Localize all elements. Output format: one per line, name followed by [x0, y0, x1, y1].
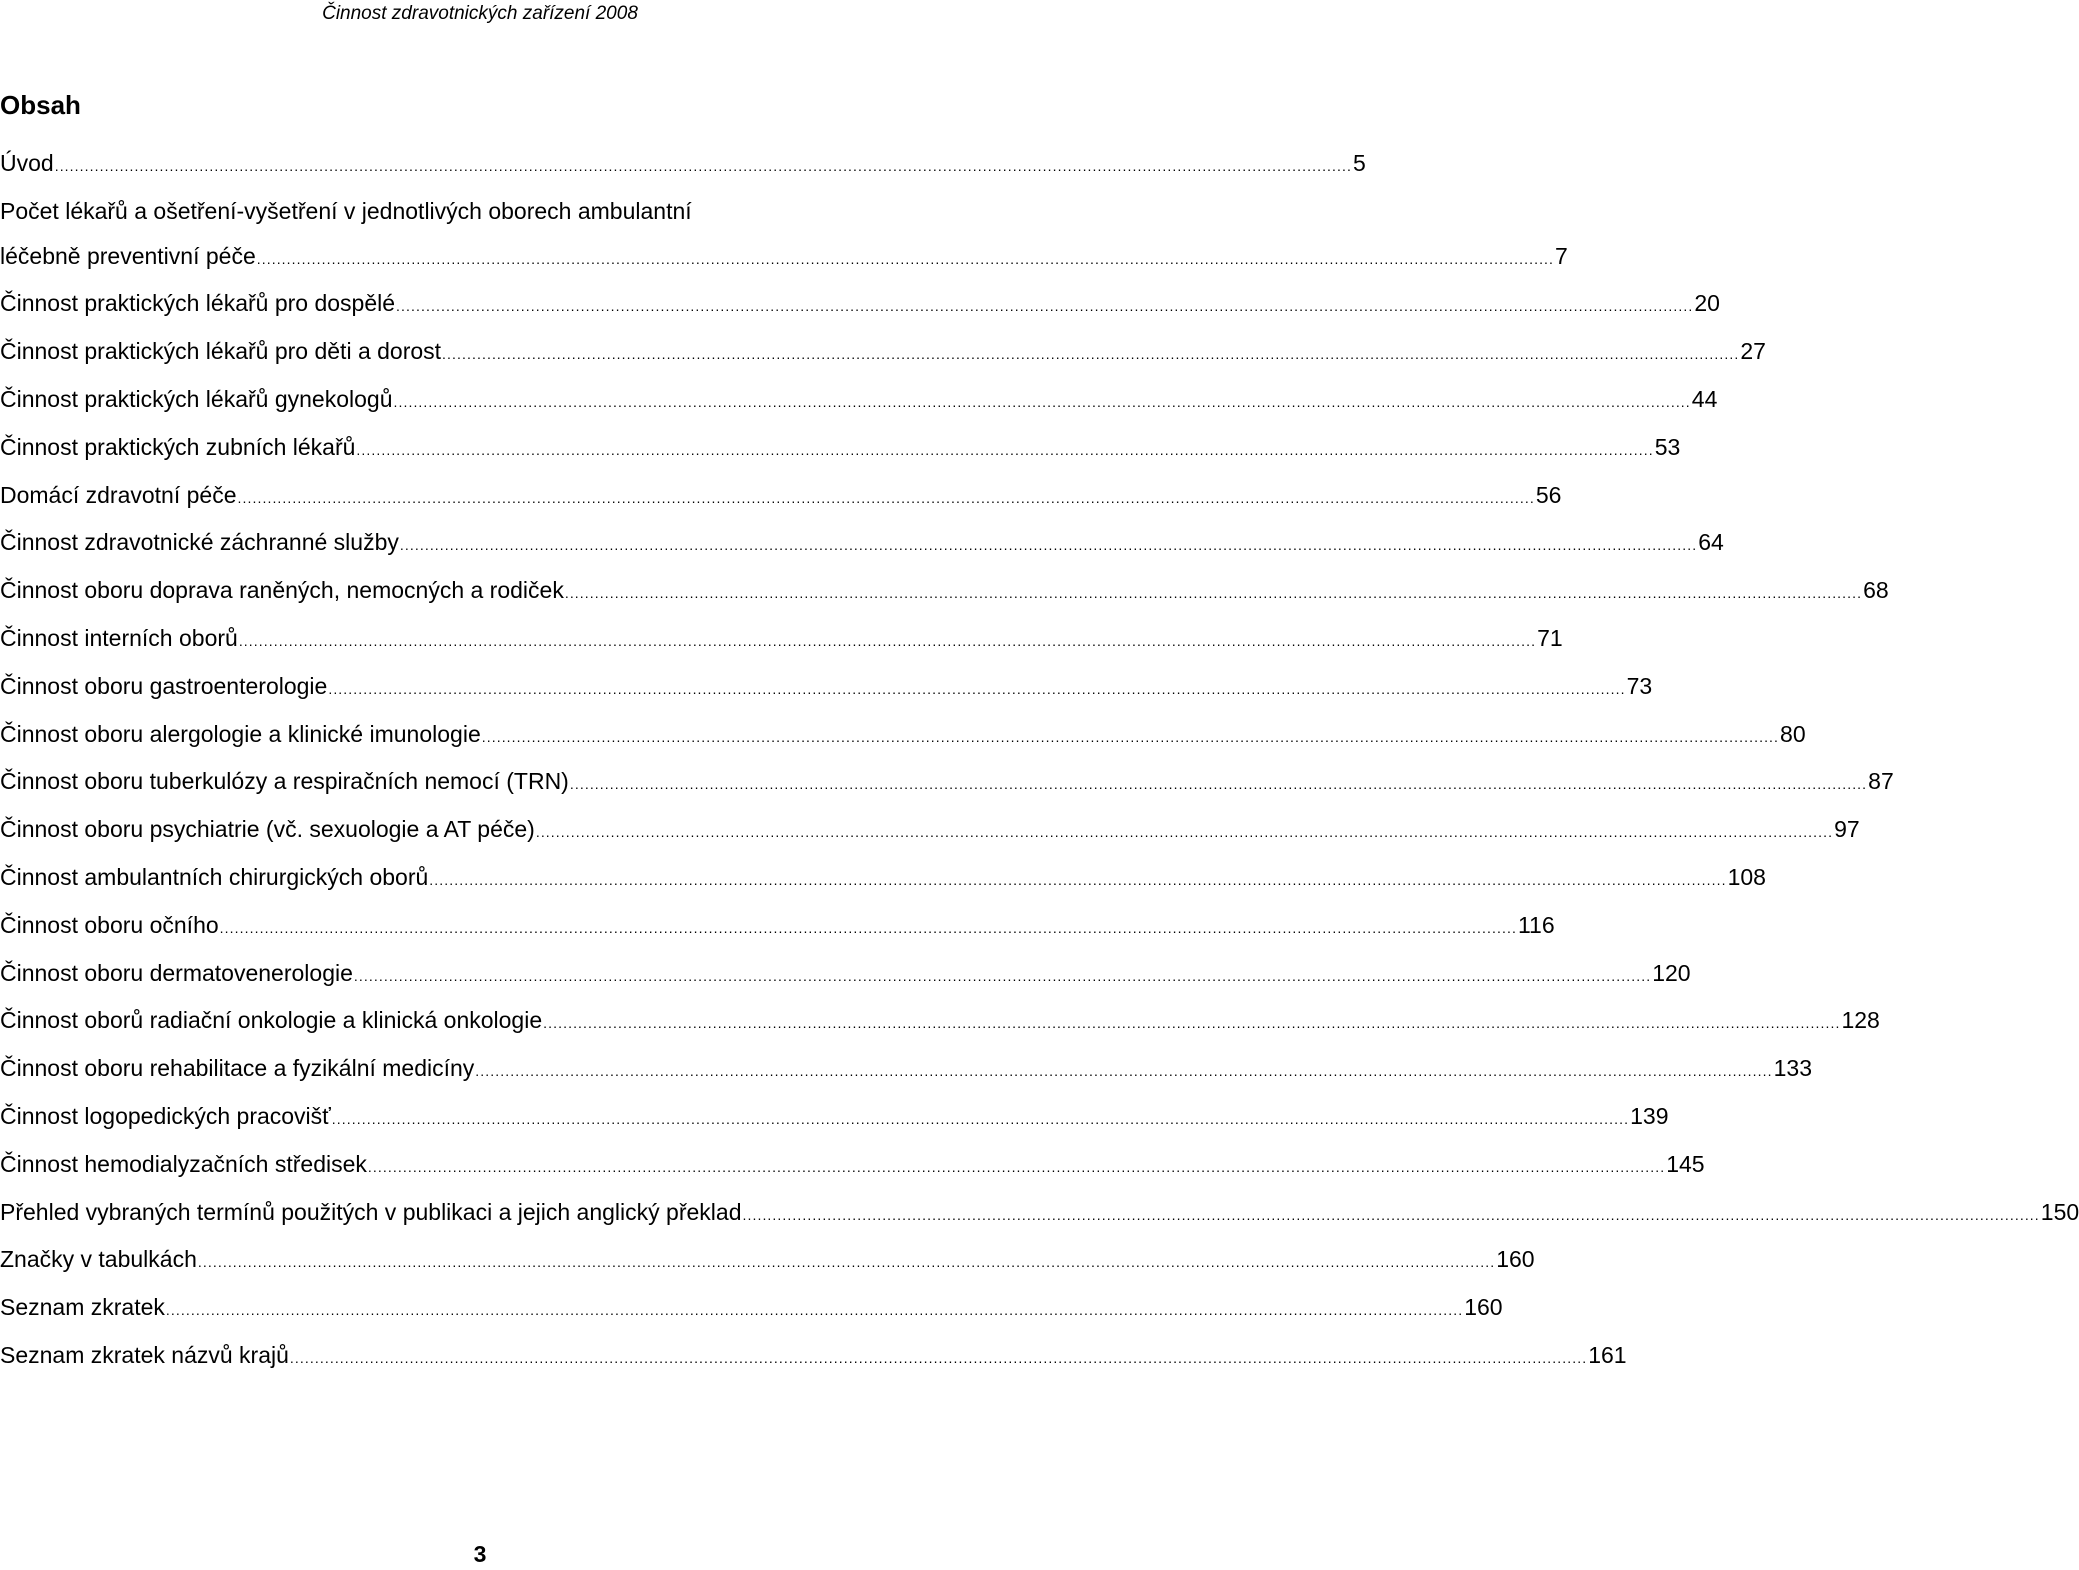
- toc-entry-title: Domácí zdravotní péče: [0, 481, 237, 508]
- dot-leader: ....................................................................................................................................................................................................................................................................: [237, 489, 1535, 506]
- dot-leader: ....................................................................................................................................................................................................................................................................: [197, 1254, 1496, 1271]
- toc-entry-page: 71: [1537, 624, 1563, 651]
- dot-leader: ....................................................................................................................................................................................................................................................................: [399, 537, 1698, 554]
- toc-entry-title: Činnost ambulantních chirurgických oborů: [0, 863, 429, 890]
- dot-leader: ....................................................................................................................................................................................................................................................................: [442, 346, 1740, 363]
- toc-entry-page: 5: [1353, 150, 1366, 176]
- toc-entry-page: 120: [1652, 959, 1691, 986]
- toc-entry[interactable]: [0, 664, 1653, 712]
- toc-entry-title: Činnost praktických lékařů pro dospělé: [0, 290, 396, 317]
- dot-leader: ....................................................................................................................................................................................................................................................................: [256, 250, 1555, 267]
- toc-entry[interactable]: [0, 141, 1366, 189]
- toc-entry[interactable]: [0, 329, 1766, 377]
- toc-entry-page: 133: [1773, 1055, 1812, 1082]
- toc-entry-title: Činnost oborů radiační onkologie a klinická onkologie: [0, 1007, 543, 1034]
- toc-entry-title: Činnost oboru doprava raněných, nemocných a rodiček: [0, 577, 564, 604]
- toc-entry[interactable]: [0, 1285, 1503, 1333]
- dot-leader: ....................................................................................................................................................................................................................................................................: [475, 1063, 1773, 1080]
- toc-entry-title: Činnost oboru alergologie a klinické imunologie: [0, 720, 481, 747]
- dot-leader: ....................................................................................................................................................................................................................................................................: [429, 871, 1727, 888]
- toc-entry[interactable]: [0, 616, 1563, 664]
- toc-entry-title: Činnost praktických lékařů gynekologů: [0, 385, 393, 412]
- dot-leader: ....................................................................................................................................................................................................................................................................: [543, 1015, 1841, 1032]
- toc-entry[interactable]: [0, 759, 1894, 807]
- toc-entry-page: 139: [1630, 1102, 1669, 1129]
- toc-entry[interactable]: [0, 807, 1860, 855]
- dot-leader: ....................................................................................................................................................................................................................................................................: [219, 919, 1517, 936]
- table-of-contents: [0, 141, 2079, 1381]
- toc-entry-title: Činnost oboru dermatovenerologie: [0, 959, 353, 986]
- toc-entry-title: Značky v tabulkách: [0, 1246, 197, 1273]
- toc-entry-page: 160: [1496, 1246, 1535, 1273]
- dot-leader: ....................................................................................................................................................................................................................................................................: [328, 680, 1626, 697]
- toc-entry[interactable]: [0, 855, 1766, 903]
- toc-entry-page: 7: [1555, 242, 1568, 269]
- toc-entry-page: 145: [1666, 1150, 1705, 1177]
- dot-leader: ....................................................................................................................................................................................................................................................................: [569, 776, 1868, 793]
- toc-entry-title: Úvod: [0, 150, 54, 176]
- toc-entry-page: 97: [1834, 816, 1860, 843]
- dot-leader: ....................................................................................................................................................................................................................................................................: [353, 967, 1652, 984]
- running-header: Činnost zdravotnických zařízení 2008: [322, 3, 638, 24]
- toc-entry-page: 44: [1691, 385, 1718, 412]
- toc-entry-title: Činnost praktických lékařů pro děti a dorost: [0, 338, 442, 365]
- toc-entry-title: Činnost oboru očního: [0, 911, 219, 938]
- toc-entry[interactable]: [0, 1237, 1535, 1285]
- toc-entry-page: 27: [1740, 338, 1766, 365]
- toc-entry-title: Činnost oboru tuberkulózy a respiračních nemocí (TRN): [0, 768, 569, 795]
- dot-leader: ....................................................................................................................................................................................................................................................................: [393, 393, 1691, 410]
- dot-leader: ....................................................................................................................................................................................................................................................................: [165, 1302, 1464, 1319]
- toc-entry-page: 116: [1517, 911, 1555, 938]
- toc-entry-page: 64: [1698, 529, 1724, 556]
- toc-entry-page: 68: [1863, 577, 1889, 604]
- dot-leader: ....................................................................................................................................................................................................................................................................: [564, 585, 1863, 602]
- toc-entry-page: 161: [1588, 1341, 1627, 1368]
- dot-leader: ....................................................................................................................................................................................................................................................................: [289, 1349, 1588, 1366]
- toc-entry-title: Činnost hemodialyzačních středisek: [0, 1150, 367, 1177]
- toc-entry[interactable]: [0, 473, 1562, 521]
- dot-leader: ....................................................................................................................................................................................................................................................................: [481, 728, 1780, 745]
- toc-entry-page: 20: [1694, 290, 1720, 317]
- toc-entry[interactable]: [0, 568, 1889, 616]
- dot-leader: ....................................................................................................................................................................................................................................................................: [238, 632, 1537, 649]
- toc-heading: Obsah: [0, 90, 81, 120]
- toc-entry-title: Činnost oboru psychiatrie (vč. sexuologie a AT péče): [0, 816, 535, 843]
- toc-entry-page: 80: [1780, 720, 1806, 747]
- toc-entry-title: Přehled vybraných termínů použitých v publikaci a jejich anglický překlad: [0, 1198, 742, 1225]
- dot-leader: ....................................................................................................................................................................................................................................................................: [54, 158, 1353, 174]
- toc-entry[interactable]: [0, 1190, 2079, 1238]
- toc-entry[interactable]: [0, 1333, 1627, 1381]
- toc-entry-title: Činnost oboru rehabilitace a fyzikální medicíny: [0, 1055, 475, 1082]
- toc-entry-page: 160: [1464, 1294, 1503, 1321]
- dot-leader: ....................................................................................................................................................................................................................................................................: [356, 441, 1654, 458]
- toc-entry-title: Činnost oboru gastroenterologie: [0, 672, 328, 699]
- toc-entry-title: Činnost zdravotnické záchranné služby: [0, 529, 399, 556]
- toc-entry-title: Činnost interních oborů: [0, 624, 238, 651]
- dot-leader: ....................................................................................................................................................................................................................................................................: [742, 1206, 2040, 1223]
- toc-entry[interactable]: [0, 712, 1806, 760]
- page-number: 3: [473, 1541, 487, 1567]
- dot-leader: ....................................................................................................................................................................................................................................................................: [535, 824, 1834, 841]
- dot-leader: ....................................................................................................................................................................................................................................................................: [331, 1110, 1630, 1127]
- toc-entry[interactable]: [0, 520, 1724, 568]
- dot-leader: ....................................................................................................................................................................................................................................................................: [367, 1158, 1666, 1175]
- toc-entry[interactable]: [0, 998, 1880, 1046]
- toc-entry[interactable]: [0, 189, 1568, 282]
- toc-entry-title: Činnost praktických zubních lékařů: [0, 433, 356, 460]
- toc-entry[interactable]: [0, 281, 1720, 329]
- toc-entry[interactable]: [0, 377, 1718, 425]
- toc-entry-page: 56: [1535, 481, 1562, 508]
- toc-entry-title: léčebně preventivní péče: [0, 242, 256, 269]
- toc-entry-page: 53: [1654, 433, 1681, 460]
- toc-entry-title: Činnost logopedických pracovišť: [0, 1102, 331, 1129]
- toc-entry[interactable]: [0, 1094, 1669, 1142]
- toc-entry[interactable]: [0, 951, 1691, 999]
- toc-entry-title-line1: Počet lékařů a ošetření-vyšetření v jednotlivých oborech ambulantní: [0, 197, 692, 224]
- dot-leader: ....................................................................................................................................................................................................................................................................: [396, 298, 1694, 315]
- toc-entry-page: 73: [1626, 672, 1653, 699]
- toc-entry-page: 150: [2040, 1198, 2079, 1225]
- toc-entry[interactable]: [0, 1142, 1705, 1190]
- toc-entry-title: Seznam zkratek: [0, 1294, 165, 1321]
- toc-entry[interactable]: [0, 425, 1681, 473]
- toc-entry[interactable]: [0, 1046, 1812, 1094]
- toc-entry-page: 128: [1841, 1007, 1880, 1034]
- toc-entry[interactable]: [0, 903, 1555, 951]
- toc-entry-page: 108: [1727, 863, 1766, 890]
- toc-entry-title: Seznam zkratek názvů krajů: [0, 1341, 289, 1368]
- toc-entry-page: 87: [1868, 768, 1894, 795]
